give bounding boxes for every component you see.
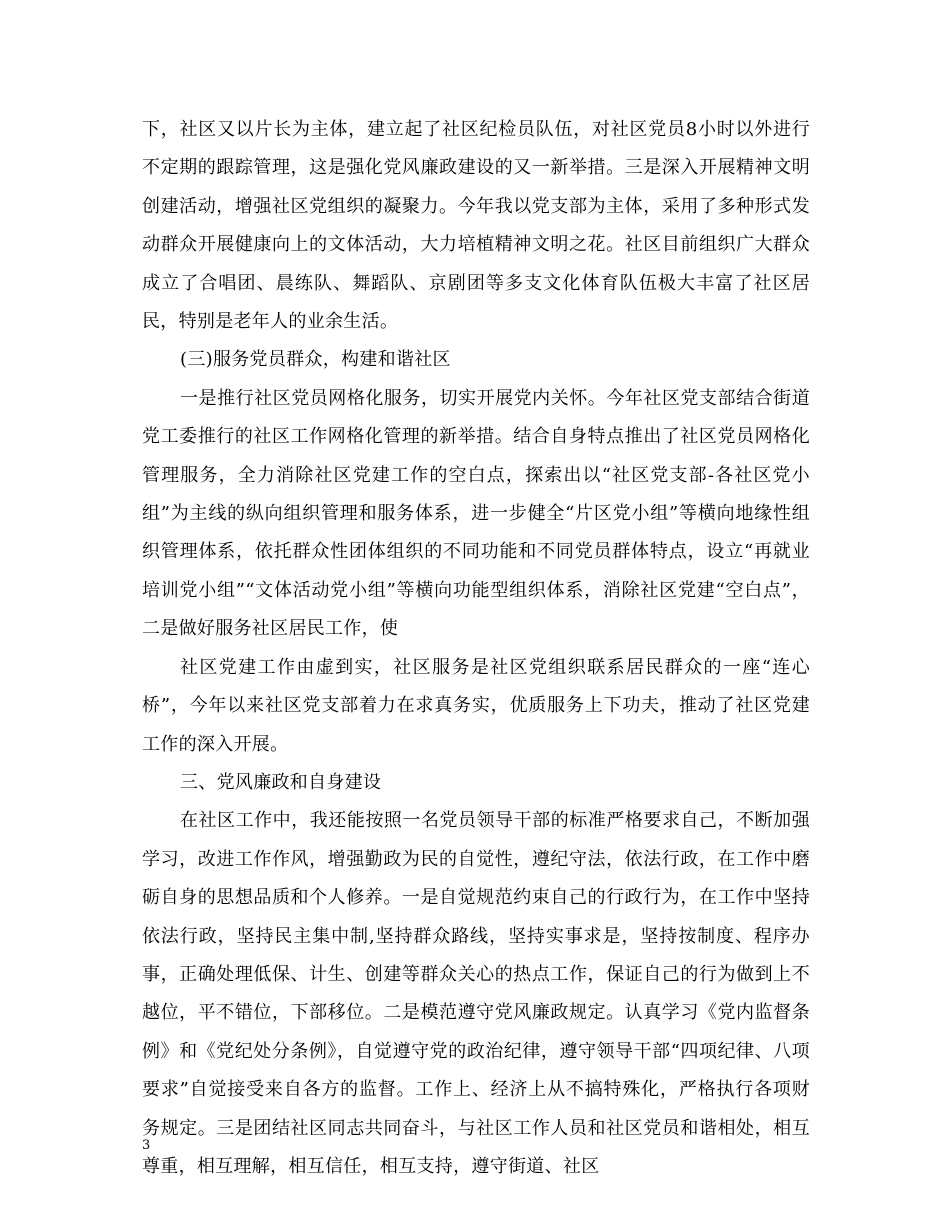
chapter-heading-3: 三、党风廉政和自身建设	[180, 771, 382, 793]
document-body	[142, 111, 810, 1186]
paragraph-1: 下，社区又以片长为主体，建立起了社区纪检员队伍，对社区党员8小时以外进行不定期的跟踪管理，这是强化党风廉政建设的又一新举措。三是深入开展精神文明创建活动，增强社区党组织的凝聚力。今年我以党支部为主体，采用了多种形式发动群众开展健康向上的文体活动，大力培植精神文明之花。社区目前组织广大群众成立了合唱团、晨练队、舞蹈队、京剧团等多支文化体育队伍极大丰富了社区居民，特别是老年人的业余生活。	[142, 119, 810, 333]
paragraph-4: 在社区工作中，我还能按照一名党员领导干部的标准严格要求自己，不断加强学习，改进工作作风，增强勤政为民的自觉性，遵纪守法，依法行政，在工作中磨砺自身的思想品质和个人修养。一是自觉规范约束自己的行政行为，在工作中坚持依法行政，坚持民主集中制,坚持群众路线，坚持实事求是，坚持按制度、程序办事，正确处理低保、计生、创建等群众关心的热点工作，保证自己的行为做到上不越位，平不错位，下部移位。二是模范遵守党风廉政规定。认真学习《党内监督条例》和《党纪处分条例》，自觉遵守党的政治纪律，遵守领导干部“四项纪律、八项要求”自觉接受来自各方的监督。工作上、经济上从不搞特殊化，严格执行各项财务规定。三是团结社区同志共同奋斗，与社区工作人员和社区党员和谐相处，相互尊重，相互理解，相互信任，相互支持，遵守街道、社区	[142, 810, 810, 1177]
paragraph-3: 社区党建工作由虚到实，社区服务是社区党组织联系居民群众的一座“连心桥”，今年以来社区党支部着力在求真务实，优质服务上下功夫，推动了社区党建工作的深入开展。	[142, 656, 810, 755]
section-heading-3: (三)服务党员群众，构建和谐社区	[180, 349, 451, 371]
paragraph-2: 一是推行社区党员网格化服务，切实开展党内关怀。今年社区党支部结合街道党工委推行的社区工作网格化管理的新举措。结合自身特点推出了社区党员网格化管理服务，全力消除社区党建工作的空白点，探索出以“社区党支部-各社区党小组”为主线的纵向组织管理和服务体系，进一步健全“片区党小组”等横向地缘性组织管理体系，依托群众性团体组织的不同功能和不同党员群体特点，设立“再就业培训党小组”“文体活动党小组”等横向功能型组织体系，消除社区党建“空白点”，二是做好服务社区居民工作，使	[142, 387, 810, 640]
page-number: 3	[142, 1138, 151, 1153]
